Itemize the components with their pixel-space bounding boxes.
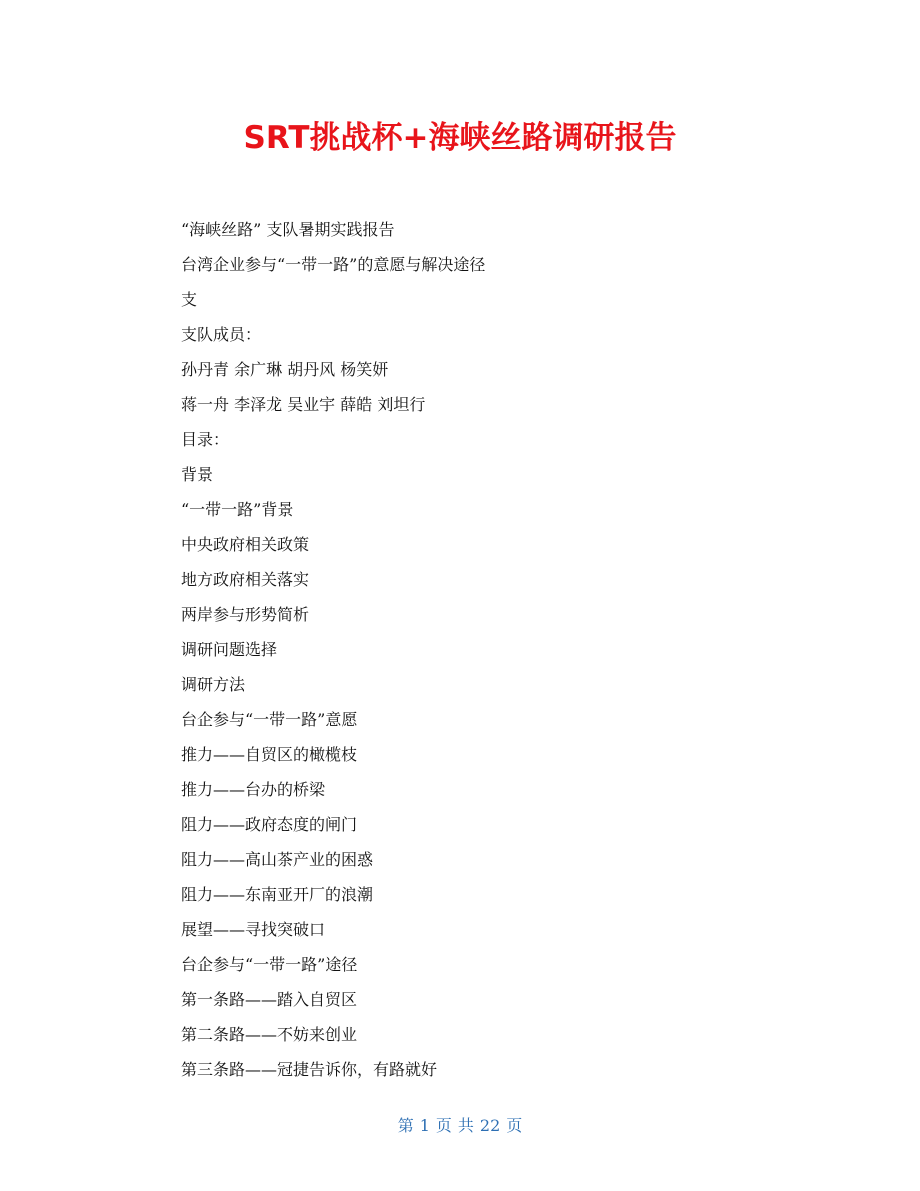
toc-item: 第三条路——冠捷告诉你，有路就好 [181,1060,438,1079]
toc-item: 阻力——东南亚开厂的浪潮 [181,885,374,904]
toc-item: 台企参与“一带一路”意愿 [181,710,358,729]
toc-item: 第一条路——踏入自贸区 [181,990,358,1009]
toc-item: 调研方法 [181,675,246,694]
text-line: 孙丹青 余广琳 胡丹风 杨笑妍 [181,360,389,379]
footer-page-word: 页 [435,1116,452,1135]
toc-item: 调研问题选择 [181,640,278,659]
footer-total-pages: 22 [479,1116,501,1135]
footer-page-prefix: 第 [397,1116,414,1135]
toc-item: 推力——台办的桥梁 [181,780,326,799]
toc-item: 背景 [181,465,214,484]
toc-item: 中央政府相关政策 [181,535,310,554]
text-line: “海峡丝路” 支队暑期实践报告 [181,220,395,239]
text-line: 目录： [181,430,230,449]
text-line: 支 [181,290,198,309]
footer-total-suffix: 页 [506,1116,523,1135]
toc-item: 阻力——政府态度的闸门 [181,815,358,834]
page-number-footer [0,1112,920,1140]
toc-item: 第二条路——不妨来创业 [181,1025,358,1044]
toc-item: 展望——寻找突破口 [181,920,326,939]
toc-item: “一带一路”背景 [181,500,294,519]
footer-current-page: 1 [419,1116,430,1135]
toc-item: 台企参与“一带一路”途径 [181,955,358,974]
toc-item: 两岸参与形势简析 [181,605,310,624]
body-text [181,212,821,1087]
toc-item: 阻力——高山茶产业的困惑 [181,850,374,869]
toc-item: 推力——自贸区的橄榄枝 [181,745,358,764]
text-line: 蒋一舟 李泽龙 吴业宇 薛皓 刘坦行 [181,395,426,414]
footer-total-prefix: 共 [457,1116,474,1135]
text-line: 台湾企业参与“一带一路”的意愿与解决途径 [181,255,486,274]
document-title: SRT挑战杯+海峡丝路调研报告 [243,120,677,156]
text-line: 支队成员： [181,325,262,344]
toc-item: 地方政府相关落实 [181,570,310,589]
